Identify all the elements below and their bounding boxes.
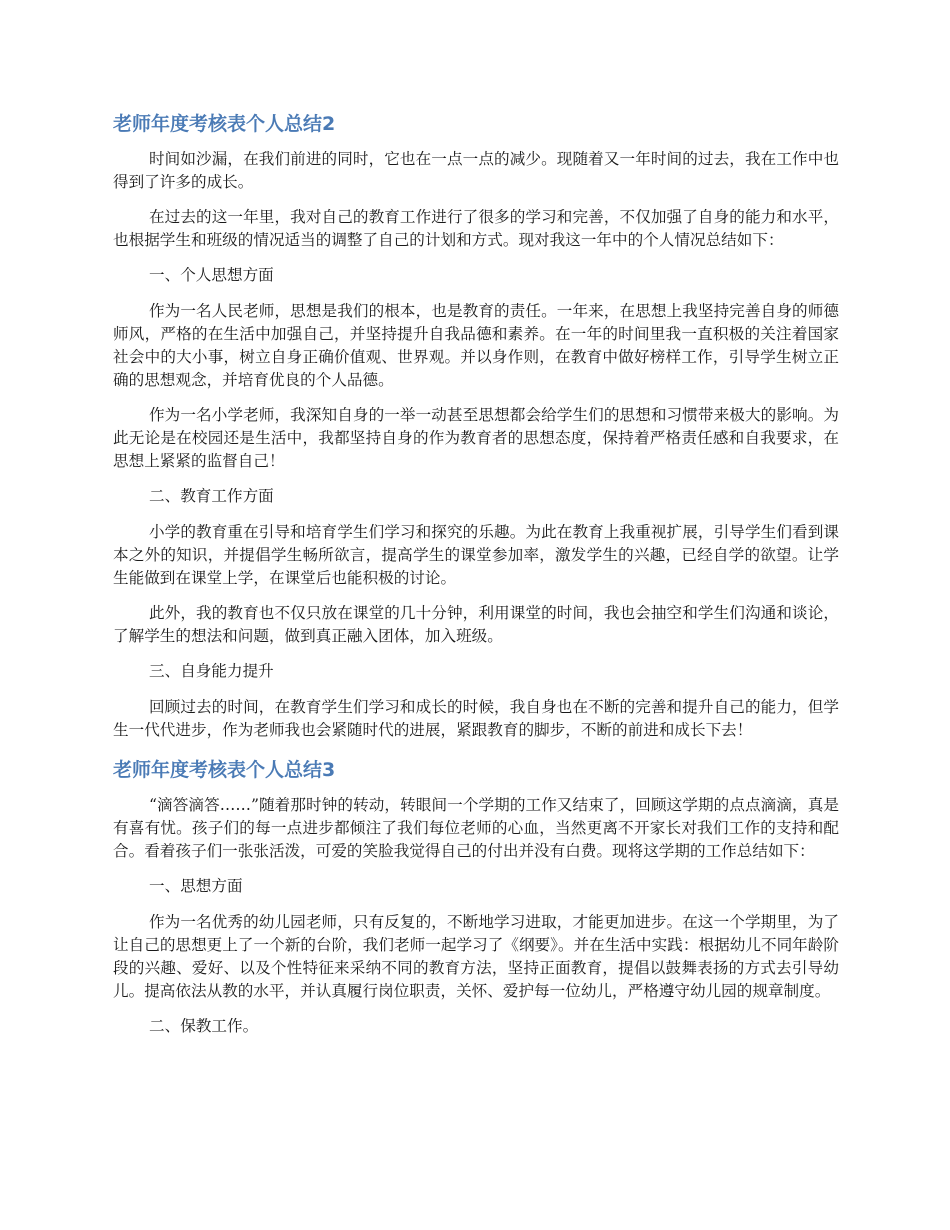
paragraph: 作为一名优秀的幼儿园老师，只有反复的，不断地学习进取，才能更加进步。在这一个学期里，为了让自己的思想更上了一个新的台阶，我们老师一起学习了《纲要》。并在生活中实践：根据幼儿不同年龄阶段的兴趣、爱好、以及个性特征来采纳不同的教育方法，坚持正面教育，提倡以鼓舞表扬的方式去引导幼儿。提高依法从教的水平，并认真履行岗位职责，关怀、爱护每一位幼儿，严格遵守幼儿园的规章制度。 bbox=[113, 913, 839, 1000]
subheading: 二、教育工作方面 bbox=[149, 487, 274, 505]
paragraph: 小学的教育重在引导和培育学生们学习和探究的乐趣。为此在教育上我重视扩展，引导学生们看到课本之外的知识，并提倡学生畅所欲言，提高学生的课堂参加率，激发学生的兴趣，已经自学的欲望。让学生能做到在课堂上学，在课堂后也能积极的讨论。 bbox=[113, 523, 839, 587]
paragraph: 时间如沙漏，在我们前进的同时，它也在一点一点的减少。现随着又一年时间的过去，我在工作中也得到了许多的成长。 bbox=[113, 150, 839, 191]
paragraph: 回顾过去的时间，在教育学生们学习和成长的时候，我自身也在不断的完善和提升自己的能力，但学生一代代进步，作为老师我也会紧随时代的进展，紧跟教育的脚步，不断的前进和成长下去！ bbox=[113, 698, 839, 739]
subheading: 一、思想方面 bbox=[149, 877, 243, 895]
paragraph: 此外，我的教育也不仅只放在课堂的几十分钟，利用课堂的时间，我也会抽空和学生们沟通和谈论，了解学生的想法和问题，做到真正融入团体，加入班级。 bbox=[113, 604, 839, 645]
subheading: 二、保教工作。 bbox=[149, 1017, 259, 1035]
subheading: 一、个人思想方面 bbox=[149, 266, 274, 284]
summary-section-3 bbox=[113, 754, 839, 1038]
summary-section-2 bbox=[113, 108, 839, 742]
section-title: 老师年度考核表个人总结3 bbox=[113, 759, 336, 781]
subheading: 三、自身能力提升 bbox=[149, 662, 274, 680]
paragraph: 作为一名人民老师，思想是我们的根本，也是教育的责任。一年来，在思想上我坚持完善自身的师德师风，严格的在生活中加强自己，并坚持提升自我品德和素养。在一年的时间里我一直积极的关注着国家社会中的大小事，树立自身正确价值观、世界观。并以身作则，在教育中做好榜样工作，引导学生树立正确的思想观念，并培育优良的个人品德。 bbox=[113, 302, 839, 389]
document-page bbox=[113, 108, 839, 1051]
section-title: 老师年度考核表个人总结2 bbox=[113, 113, 336, 135]
paragraph: 作为一名小学老师，我深知自身的一举一动甚至思想都会给学生们的思想和习惯带来极大的影响。为此无论是在校园还是生活中，我都坚持自身的作为教育者的思想态度，保持着严格责任感和自我要求，在思想上紧紧的监督自己！ bbox=[113, 406, 839, 470]
paragraph: “滴答滴答……”随着那时钟的转动，转眼间一个学期的工作又结束了，回顾这学期的点点滴滴，真是有喜有忧。孩子们的每一点进步都倾注了我们每位老师的心血，当然更离不开家长对我们工作的支持和配合。看着孩子们一张张活泼，可爱的笑脸我觉得自己的付出并没有白费。现将这学期的工作总结如下： bbox=[113, 796, 839, 860]
paragraph: 在过去的这一年里，我对自己的教育工作进行了很多的学习和完善，不仅加强了自身的能力和水平，也根据学生和班级的情况适当的调整了自己的计划和方式。现对我这一年中的个人情况总结如下： bbox=[113, 208, 839, 249]
